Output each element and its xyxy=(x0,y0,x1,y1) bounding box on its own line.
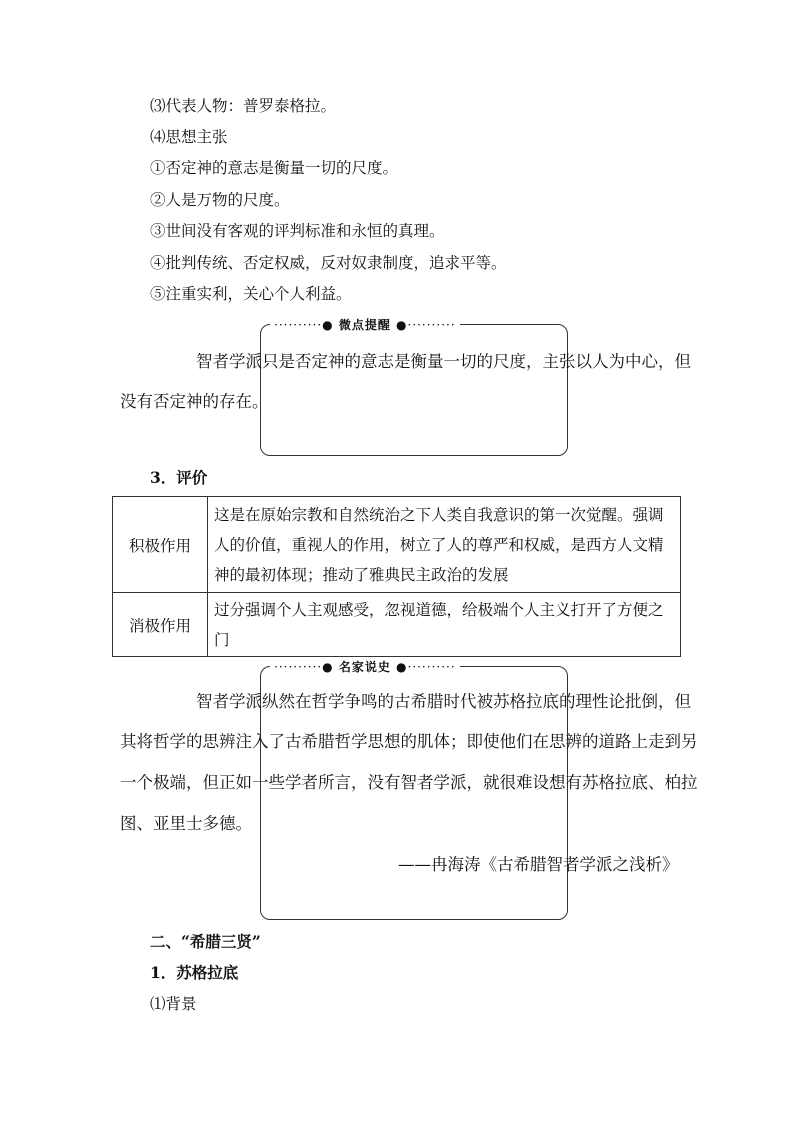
negative-content xyxy=(208,593,681,657)
negative-label: 消极作用 xyxy=(113,593,208,657)
positive-line-2: 人的价值，重视人的作用，树立了人的尊严和权威，是西方人文精 xyxy=(214,535,664,554)
idea-item-1: ①否定神的意志是衡量一切的尺度。 xyxy=(150,159,399,177)
positive-line-3: 神的最初体现；推动了雅典民主政治的发展 xyxy=(214,565,509,584)
quote-title: 名家说史 xyxy=(338,660,391,674)
quote-title-wrap: ··········● 名家说史 ●·········· xyxy=(270,658,460,675)
idea-item-3: ③世间没有客观的评判标准和永恒的真理。 xyxy=(150,222,445,240)
table-row xyxy=(113,593,681,657)
tip-title: 微点提醒 xyxy=(338,318,391,332)
section-subitem: ⑴背景 xyxy=(150,995,197,1013)
quote-line-2: 其将哲学的思辨注入了古希腊哲学思想的肌体；即使他们在思辨的道路上走到另 xyxy=(120,732,698,751)
positive-content xyxy=(208,497,681,593)
positive-label: 积极作用 xyxy=(113,497,208,593)
section-subtitle: 1．苏格拉底 xyxy=(150,963,239,982)
idea-heading: ⑷思想主张 xyxy=(150,128,228,146)
table-row xyxy=(113,497,681,593)
positive-line-1: 这是在原始宗教和自然统治之下人类自我意识的第一次觉醒。强调 xyxy=(214,505,664,524)
eval-heading: 3．评价 xyxy=(150,468,208,487)
tip-title-wrap: ··········● 微点提醒 ●·········· xyxy=(270,316,460,333)
idea-item-4: ④批判传统、否定权威，反对奴隶制度，追求平等。 xyxy=(150,254,507,272)
idea-item-2: ②人是万物的尺度。 xyxy=(150,191,290,209)
idea-item-5: ⑤注重实利，关心个人利益。 xyxy=(150,285,352,303)
quote-source: ——冉海涛《古希腊智者学派之浅析》 xyxy=(398,855,679,874)
rep-item: ⑶代表人物：普罗泰格拉。 xyxy=(150,97,337,115)
tip-line-2: 没有否定神的存在。 xyxy=(120,392,269,411)
negative-line-1: 过分强调个人主观感受，忽视道德，给极端个人主义打开了方便之 xyxy=(214,600,664,619)
quote-line-3: 一个极端，但正如一些学者所言，没有智者学派，就很难设想有苏格拉底、柏拉 xyxy=(120,773,698,792)
section-title: 二、“希腊三贤” xyxy=(150,932,261,951)
tip-line-1: 智者学派只是否定神的意志是衡量一切的尺度，主张以人为中心，但 xyxy=(196,352,691,371)
quote-line-4: 图、亚里士多德。 xyxy=(120,814,252,833)
quote-line-1: 智者学派纵然在哲学争鸣的古希腊时代被苏格拉底的理性论批倒，但 xyxy=(196,692,691,711)
negative-line-2: 门 xyxy=(214,630,230,649)
eval-table xyxy=(112,496,681,657)
